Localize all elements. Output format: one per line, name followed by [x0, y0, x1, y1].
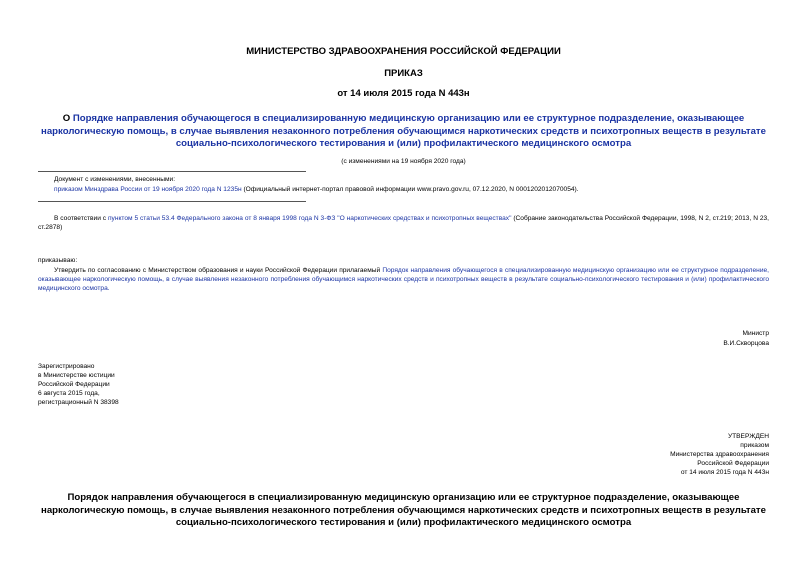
approved-line: приказом: [740, 442, 769, 449]
approved-line: УТВЕРЖДЕН: [727, 433, 769, 440]
basis-law-link[interactable]: пунктом 5 статьи 53.4 Федерального закона от 8 января 1998 года N 3-ФЗ "О наркотических средствах и психотропных веществах": [107, 215, 512, 222]
divider-top: [38, 171, 306, 172]
registration-line: регистрационный N 38398: [38, 399, 119, 406]
title-link[interactable]: Порядке направления обучающегося в специализированную медицинскую организацию или ее структурное подразделение, оказывающее наркологическую помощь, в случае выявления незаконного потребления обучающимся наркотических средств и психотропных веществ в результате социально-психологического тестирования и (или) профилактического медицинского осмотра: [41, 113, 766, 149]
amendment-link[interactable]: приказом Минздрава России от 19 ноября 2020 года N 1235н: [54, 186, 242, 193]
date-number-heading: от 14 июля 2015 года N 443н: [337, 88, 470, 99]
ministry-heading: МИНИСТЕРСТВО ЗДРАВООХРАНЕНИЯ РОССИЙСКОЙ ФЕДЕРАЦИИ: [246, 46, 561, 57]
title-prefix: О: [62, 113, 73, 124]
registration-line: в Министерстве юстиции: [38, 372, 115, 379]
basis-paragraph: [38, 214, 769, 232]
signature-name: В.И.Скворцова: [723, 340, 769, 347]
amendments-heading: Документ с изменениями, внесенными:: [54, 176, 176, 183]
approved-line: от 14 июля 2015 года N 443н: [680, 469, 769, 476]
basis-source: (Собрание законодательства Российской Федерации, 1998, N 2, ст.219; 2013, N 23, ст.2878): [38, 215, 770, 231]
order-title: [38, 113, 769, 151]
approved-line: Российской Федерации: [697, 460, 769, 467]
order-procedure-link[interactable]: Порядок направления обучающегося в специализированную медицинскую организацию или ее структурное подразделение, оказывающее наркологическую помощь, в случае выявления незаконного потребления обучающимся наркотических средств и психотропных веществ в результате социально-психологического тестирования и (или) профилактического медицинского осмотра.: [38, 267, 769, 292]
registration-line: Зарегистрировано: [38, 363, 95, 370]
registration-block: [38, 362, 119, 407]
approved-line: Министерства здравоохранения: [670, 451, 769, 458]
divider-bottom: [38, 201, 306, 202]
appendix-title: Порядок направления обучающегося в специализированную медицинскую организацию или ее структурное подразделение, оказывающее наркологическую помощь, в случае выявления незаконного потребления обучающимся наркотических средств и психотропных веществ в результате социально-психологического тестирования и (или) профилактического медицинского осмотра: [41, 492, 766, 528]
amendment-source: (Официальный интернет-портал правовой информации www.pravo.gov.ru, 07.12.2020, N 0001202012070054).: [241, 186, 579, 193]
order-paragraph: [38, 266, 769, 293]
approved-block: [560, 432, 769, 477]
changes-note: (с изменениями на 19 ноября 2020 года): [341, 158, 466, 165]
doc-type-heading: ПРИКАЗ: [384, 68, 423, 79]
registration-line: 6 августа 2015 года,: [38, 390, 100, 397]
basis-prefix: В соответствии с: [54, 215, 108, 222]
registration-line: Российской Федерации: [38, 381, 110, 388]
signature-position: Министр: [742, 330, 769, 337]
order-label: приказываю:: [38, 257, 78, 264]
order-prefix: Утвердить по согласованию с Министерством образования и науки Российской Федерации прилагаемый: [54, 267, 383, 274]
amendments-line: [54, 185, 774, 194]
